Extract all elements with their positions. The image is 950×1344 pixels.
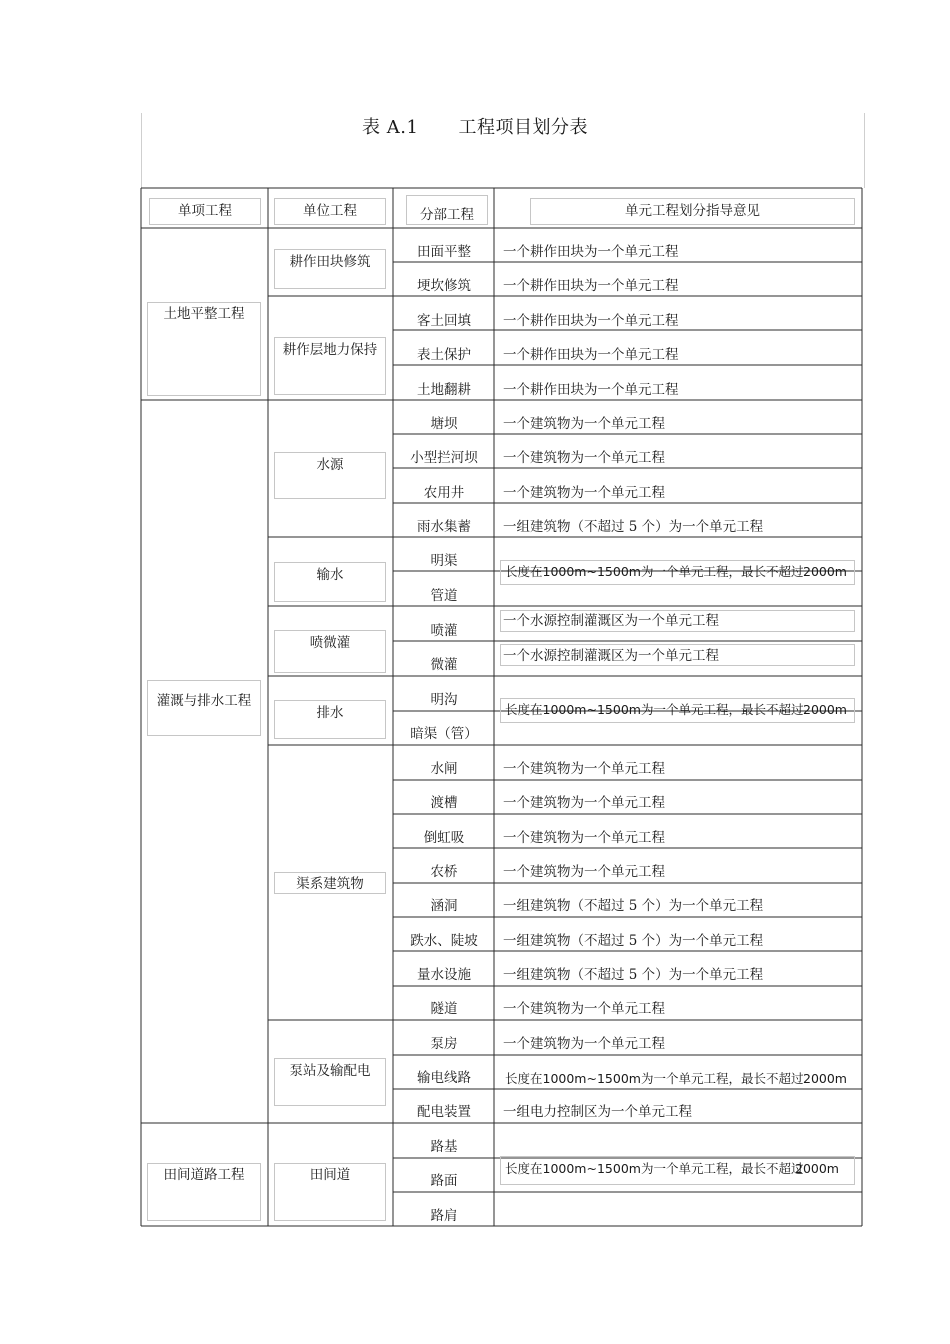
unit-sprinkler-micro: 喷微灌 [309, 635, 351, 651]
unit-pump-power: 泵站及输配电 [289, 1063, 371, 1079]
subsection-s27: 路基 [430, 1139, 458, 1155]
guidance-length-rule-canal: 长度在1000m~1500m为一个单元工程，最长不超过 [505, 564, 804, 579]
subsection-s29: 路肩 [430, 1208, 458, 1224]
header-project: 单项工程 [178, 203, 232, 219]
subsection-s14: 明沟 [430, 692, 458, 708]
guidance-length-max-power: 2000m [803, 1071, 847, 1086]
subsection-s22: 量水设施 [417, 967, 471, 983]
project-irrigation-drainage: 灌溉与排水工程 [156, 693, 252, 709]
unit-soil-fertility: 耕作层地力保持 [282, 342, 378, 358]
subsection-s7: 小型拦河坝 [410, 450, 478, 466]
subsection-s3: 客土回填 [417, 313, 471, 329]
guidance-g6-18: 一组电力控制区为一个单元工程 [503, 1104, 692, 1120]
guidance-sprinkler-area: 一个水源控制灌溉区为一个单元工程 [503, 613, 719, 629]
guidance-g3-15: 一组建筑物（不超过 5 个）为一个单元工程 [503, 967, 764, 983]
subsection-s5: 土地翻耕 [417, 382, 471, 398]
table-title-text: 工程项目划分表 [458, 117, 588, 138]
subsection-s17: 渡槽 [430, 795, 458, 811]
subsection-s20: 涵洞 [430, 898, 458, 914]
subsection-s23: 隧道 [430, 1001, 458, 1017]
guidance-length-rule-road: 长度在1000m~1500m为一个单元工程，最长不超过 [505, 1161, 804, 1176]
subsection-s15: 暗渠（管） [410, 726, 478, 742]
guidance-g2-16: 一个建筑物为一个单元工程 [503, 1001, 665, 1017]
subsection-s16: 水闸 [430, 761, 458, 777]
subsection-s12: 喷灌 [430, 623, 458, 639]
guidance-g1-1: 一个耕作田块为一个单元工程 [503, 278, 679, 294]
subsection-s10: 明渠 [430, 553, 458, 569]
subsection-s6: 塘坝 [430, 416, 458, 432]
guidance-g2-17: 一个建筑物为一个单元工程 [503, 1036, 665, 1052]
subsection-s2: 埂坎修筑 [417, 278, 471, 294]
subsection-s13: 微灌 [430, 657, 458, 673]
subsection-s21: 跌水、陡坡 [410, 933, 478, 949]
guidance-length-max-canal: 2000m [803, 564, 847, 579]
guidance-length-rule-drain: 长度在1000m~1500m为一个单元工程，最长不超过 [505, 702, 804, 717]
guidance-g3-14: 一组建筑物（不超过 5 个）为一个单元工程 [503, 933, 764, 949]
guidance-g1-4: 一个耕作田块为一个单元工程 [503, 382, 679, 398]
subsection-s1: 田面平整 [417, 244, 471, 260]
guidance-g2-9: 一个建筑物为一个单元工程 [503, 761, 665, 777]
project-field-road: 田间道路工程 [163, 1167, 245, 1183]
subsection-s9: 雨水集蓄 [417, 519, 471, 535]
subsection-s26: 配电装置 [417, 1104, 471, 1120]
guidance-g2-11: 一个建筑物为一个单元工程 [503, 830, 665, 846]
subsection-s8: 农用井 [423, 485, 465, 501]
project-land-leveling: 土地平整工程 [163, 306, 245, 322]
guidance-g2-5: 一个建筑物为一个单元工程 [503, 416, 665, 432]
guidance-g1-0: 一个耕作田块为一个单元工程 [503, 244, 679, 260]
header-subsection: 分部工程 [420, 207, 474, 223]
unit-water-conveyance: 输水 [316, 567, 344, 583]
guidance-g1-3: 一个耕作田块为一个单元工程 [503, 347, 679, 363]
guidance-length-max-road: 2000m [795, 1161, 839, 1176]
table-number: 表 A.1 [362, 117, 419, 138]
unit-canal-structures: 渠系建筑物 [296, 876, 364, 892]
header-guidance: 单元工程划分指导意见 [625, 203, 760, 219]
guidance-g3-8: 一组建筑物（不超过 5 个）为一个单元工程 [503, 519, 764, 535]
unit-drainage: 排水 [316, 705, 344, 721]
unit-field-path: 田间道 [309, 1167, 351, 1183]
guidance-length-max-drain: 2000m [803, 702, 847, 717]
guidance-length-rule-power: 长度在1000m~1500m为一个单元工程，最长不超过 [505, 1071, 804, 1086]
unit-field-block: 耕作田块修筑 [289, 254, 371, 270]
subsection-s28: 路面 [430, 1173, 458, 1189]
subsection-s19: 农桥 [430, 864, 458, 880]
guidance-g2-7: 一个建筑物为一个单元工程 [503, 485, 665, 501]
subsection-s25: 输电线路 [417, 1070, 471, 1086]
subsection-s24: 泵房 [430, 1036, 458, 1052]
guidance-g2-6: 一个建筑物为一个单元工程 [503, 450, 665, 466]
guidance-micro-area: 一个水源控制灌溉区为一个单元工程 [503, 648, 719, 664]
guidance-g1-2: 一个耕作田块为一个单元工程 [503, 313, 679, 329]
guidance-g2-10: 一个建筑物为一个单元工程 [503, 795, 665, 811]
header-unit: 单位工程 [303, 203, 357, 219]
unit-water-source: 水源 [316, 457, 344, 473]
subsection-s18: 倒虹吸 [423, 830, 465, 846]
subsection-s11: 管道 [430, 588, 458, 604]
guidance-g2-12: 一个建筑物为一个单元工程 [503, 864, 665, 880]
guidance-g3-13: 一组建筑物（不超过 5 个）为一个单元工程 [503, 898, 764, 914]
subsection-s4: 表土保护 [417, 347, 471, 363]
